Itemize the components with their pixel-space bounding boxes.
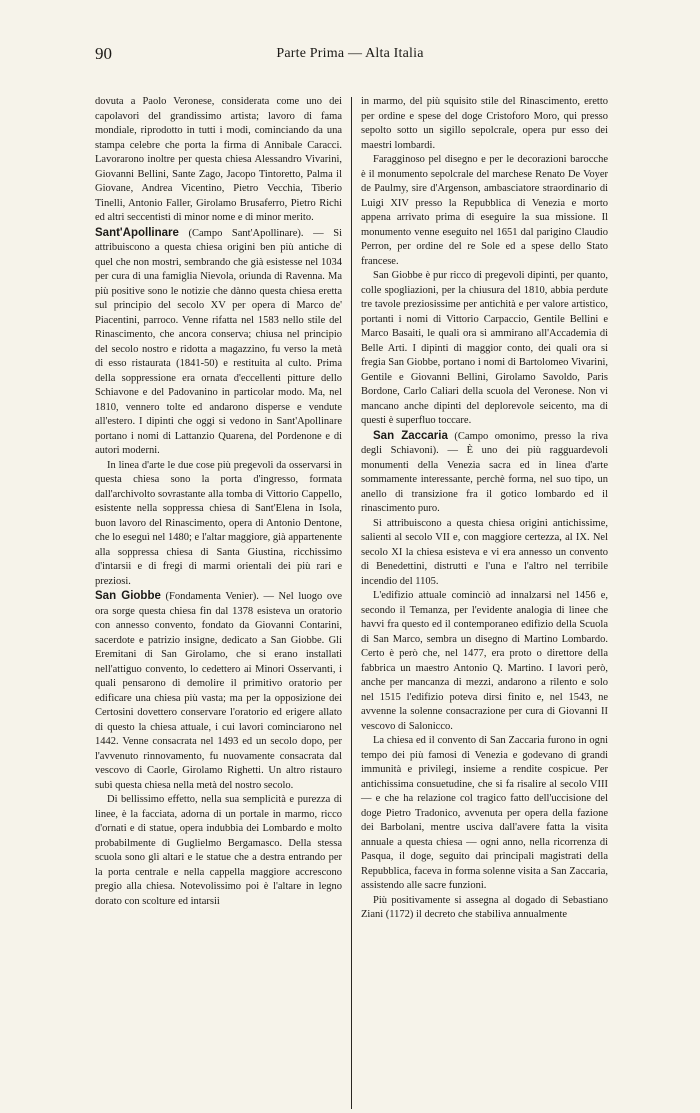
left-column (95, 95, 342, 1109)
page-header (95, 44, 605, 66)
paragraph (95, 589, 342, 793)
section-heading: Sant'Apollinare (95, 226, 179, 239)
paragraph-text: dovuta a Paolo Veronese, considerata come uno dei capolavori del grandissimo artista; lavoro di fama mondiale, riprodotto in tutti i modi, cominciando da una stampa celebre che porta la firma di Annibale Caracci. Lavorarono inoltre per questa chiesa Alessandro Vivarini, Giovanni Bellini, Sante Zago, Jacopo Tintoretto, Palma il Giovane, Andrea Vicentino, Pietro Vecchia, Tiberio Tinelli, Antonio Faller, Girolamo Brusaferro, Pietro Richi ed altri seccentisti di minor nome e di minor merito. (95, 96, 342, 223)
paragraph (361, 429, 608, 517)
paragraph (361, 894, 608, 923)
section-heading: San Zaccaria (373, 429, 448, 442)
paragraph (95, 226, 342, 459)
right-column (361, 95, 608, 1109)
paragraph (361, 517, 608, 590)
paragraph-text: Di bellissimo effetto, nella sua semplicità e purezza di linee, è la facciata, adorna di un portale in marmo, ricco d'ornati e di statue, opera indubbia dei Lombardo e molto probabilmente di Guglielmo Bergamasco. Della stessa scuola sono gli altari e le statue che a destra entrando per la porta centrale e nella cappella maggiore accrescono pregio alla chiesa. Notevolissimo poi è l'altare in legno dorato con scolture ed intarsii (95, 794, 342, 907)
paragraph-text: Più positivamente si assegna al dogado di Sebastiano Ziani (1172) il decreto che stabiliva annualmente (361, 894, 608, 920)
paragraph-text: Faragginoso pel disegno e per le decorazioni barocche è il monumento sepolcrale del marchese Renato De Voyer de Paulmy, sire d'Argenson, ambasciatore straordinario di Luigi XIV presso la Repubblica di Venezia e morto appena arrivato prima di eseguire la sua missione. Il monumento venne eseguito nel 1651 dal parigino Claudio Perron, per ordine del re Sole ed a spese dello Stato francese. (361, 154, 608, 267)
text-columns (95, 95, 608, 1109)
paragraph-text: in marmo, del più squisito stile del Rinascimento, eretto per ordine e spese del doge Cristoforo Moro, qui presso sepolto sotto un sigillo sepolcrale, opera pur esso dei maestri lombardi. (361, 96, 608, 151)
paragraph-text: L'edifizio attuale cominciò ad innalzarsi nel 1456 e, secondo il Temanza, per l'evidente analogia di linee che havvi fra questo ed il contemporaneo edifizio della Scuola di San Marco, sembra un disegno di Martino Lombardo. Certo è però che, nel 1477, era proto o direttore della fabbrica un maestro Antonio Q. Martino. I lavori però, anche per mancanza di mezzi, andarono a rilento e solo nel 1515 l'edifizio poteva dirsi finito e, nel 1543, ne avvenne la solenne consacrazione per cura di Giovanni II vescovo di Salonicco. (361, 590, 608, 732)
page-number: 90 (95, 44, 112, 63)
paragraph-text: La chiesa ed il convento di San Zaccaria furono in ogni tempo dei più famosi di Venezia e godevano di grandi immunità e privilegi, insieme a rendite cospicue. Per antichissima consuetudine, che si fa risalire al secolo VIII — e che ha relazione col tragico fatto dell'uccisione del doge Pietro Tradonico, avvenuta per opera della fazione dei Barbolani, mentre usciva dall'avere fatta la visita annuale a questa chiesa — ogni anno, nella ricorrenza di Pasqua, il doge, seguito dai principali magistrati della Repubblica, faceva in forma solenne visita a San Zaccaria, assistendo alle sacre funzioni. (361, 735, 608, 891)
column-divider (351, 97, 352, 1109)
paragraph-text: (Fondamenta Venier). — Nel luogo ove ora sorge questa chiesa fin dal 1378 esisteva un oratorio con annesso convento, fondato da Giovanni Contarini, sacerdote e patrizio insigne, dedicato a San Giobbe. Gli Eremitani di San Girolamo, che si erano installati nell'attiguo convento, lo cedettero ai Minori Osservanti, i quali pensarono di demolire il primitivo oratorio per edificare una chiesa più vasta; ma per la opposizione dei Certosini dovettero conservare l'oratorio ed erigere allato di questo la chiesa attuale, i cui lavori cominciarono nel 1442. Venne consacrata nel 1493 ed un secolo dopo, per l'avvenuto rinnovamento, fu nuovamente consacrata dal vescovo di Caorle, Girolamo Righetti. Un altro ristauro subì questa chiesa nella metà del nostro secolo. (95, 591, 342, 791)
paragraph (361, 589, 608, 734)
paragraph (95, 459, 342, 590)
paragraph-text: Si attribuiscono a questa chiesa origini antichissime, salienti al secolo VII e, con maggiore certezza, al IX. Nel secolo XI la chiesa esisteva e vi era annesso un convento di Benedettini, distrutti e l'una e l'altro nel terribile incendio del 1105. (361, 517, 608, 587)
section-heading: San Giobbe (95, 590, 161, 602)
paragraph (95, 95, 342, 226)
paragraph-text: San Giobbe è pur ricco di pregevoli dipinti, per quanto, colle spogliazioni, per la chiusura del 1810, abbia perdute tre tavole preziosissime per antichità e per valore artistico, portanti i nomi di Vittorio Carpaccio, Gentile Bellini e Marco Basaiti, le quali ora si ammirano all'Accademia di Belle Arti. I dipinti di maggior conto, dei quali ora si fregia San Giobbe, portano i nomi di Bartolomeo Vivarini, Gentile e Giovanni Bellini, Girolamo Savoldo, Paris Bordone, Carlo Caliari della scuola del Veronese. Non vi mancano anche dipinti del deplorevole seicento, ma di questi è superfluo toccare. (361, 270, 608, 426)
running-title: Parte Prima — Alta Italia (276, 46, 424, 61)
paragraph (361, 269, 608, 429)
paragraph-text: In linea d'arte le due cose più pregevoli da osservarsi in questa chiesa sono la porta d'ingresso, formata dall'archivolto sovrastante alla tomba di Vittorio Cappello, esistente nella soppressa chiesa di Sant'Elena in Isola, buon lavoro del Rinascimento, opera di Antonio Dentone, che lo eseguì nel 1480; e l'altar maggiore, già appartenente alla soppressa chiesa di Santa Giustina, ricchissimo d'intarsii e di fregi di marmi orientali dei più rari e preziosi. (95, 459, 342, 587)
paragraph (361, 153, 608, 269)
paragraph (361, 734, 608, 894)
paragraph (95, 793, 342, 909)
paragraph (361, 95, 608, 153)
paragraph-text: (Campo omonimo, presso la riva degli Schiavoni). — È uno dei più ragguardevoli monumenti della Venezia sacra ed in linea d'arte sommamente interessante, perchè forma, nel suo tipo, un anello di transizione fra il gotico lombardo ed il rinascimento puro. (361, 430, 608, 514)
paragraph-text: (Campo Sant'Apollinare). — Si attribuiscono a questa chiesa origini ben più antiche di quel che non mostri, sembrando che già esistesse nel 1034 per cura di una famiglia Nievola, oriunda di Ravenna. Ma più positive sono le notizie che dànno questa chiesa eretta sul principio del secolo XV per opera di Marco de' Piacentini, parroco. Venne rifatta nel 1583 nello stile del Rinascimento, che ancora conserva; chiusa nel principio del secolo nostro e ridotta a magazzino, fu verso la metà di esso ristaurata (1841-50) e restituita al culto. Prima della soppressione era ornata d'eccellenti pitture dello Schiavone e del Padovanino in particolar modo. Ma, nel 1810, vennero tolte ed andarono disperse e vendute all'estero. I dipinti che oggi si vedono in Sant'Apollinare portano i nomi di Lattanzio Quarena, del Pordenone e di autori moderni. (95, 227, 342, 456)
